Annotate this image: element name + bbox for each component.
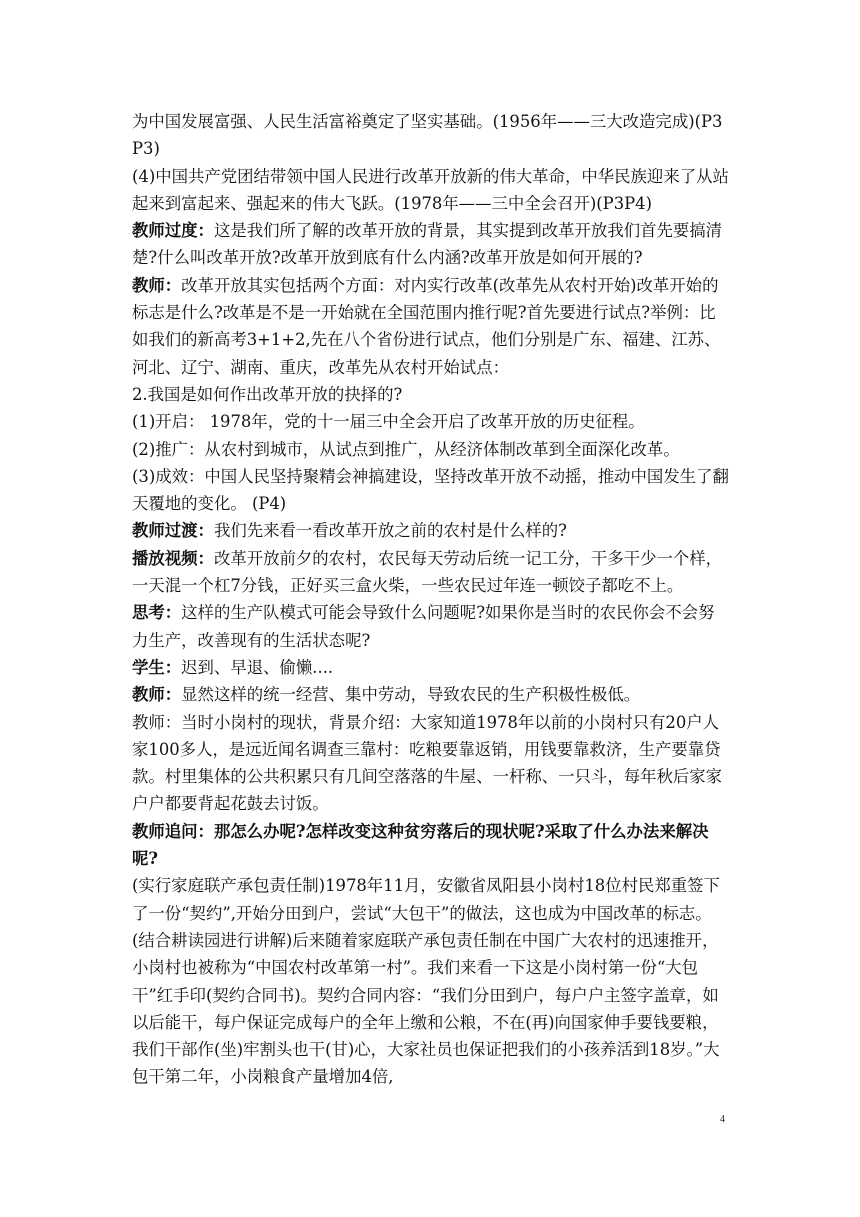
body-text: [132, 108, 730, 1091]
paragraph: 教师过度：这是我们所了解的改革开放的背景，其实提到改革开放我们首先要搞清楚?什么叫改革开放?改革开放到底有什么内涵?改革开放是如何开展的?: [132, 221, 723, 268]
paragraph: 教师：当时小岗村的现状，背景介绍：大家知道1978年以前的小岗村只有20户人家100多人，是远近闻名调查三靠村：吃粮要靠返销，用钱要靠救济，生产要靠贷款。村里集体的公共积累只有几间空落落的牛屋、一杆称、一只斗，每年秋后家家户户都要背起花鼓去讨饭。: [132, 712, 723, 814]
paragraph-bold: 教师追问：那怎么办呢?怎样改变这种贫穷落后的现状呢?采取了什么办法来解决呢?: [132, 821, 709, 869]
paragraph: 学生：迟到、早退、偷懒....: [132, 657, 334, 677]
paragraph: 教师：改革开放其实包括两个方面：对内实行改革(改革先从农村开始)改革开始的标志是什么?改革是不是一开始就在全国范围内推行呢?首先要进行试点?举例：比如我们的新高考3+1+2,先在八个省份进行试点，他们分别是广东、福建、江苏、河北、辽宁、湖南、重庆，改革先从农村开始试点：: [132, 275, 721, 377]
list-item: (1)开启： 1978年，党的十一届三中全会开启了改革开放的历史征程。: [132, 412, 645, 432]
list-item: (2)推广：从农村到城市，从试点到推广，从经济体制改革到全面深化改革。: [132, 439, 680, 459]
paragraph: 为中国发展富强、人民生活富裕奠定了坚实基础。(1956年——三大改造完成)(P3P3): [132, 112, 723, 159]
paragraph: 教师过渡：我们先来看一看改革开放之前的农村是什么样的?: [132, 521, 567, 541]
page-number: 4: [720, 1114, 725, 1125]
paragraph: 思考：这样的生产队模式可能会导致什么问题呢?如果你是当时的农民你会不会努力生产，改善现有的生活状态呢?: [132, 603, 715, 650]
paragraph: (实行家庭联产承包责任制)1978年11月，安徽省凤阳县小岗村18位村民郑重签下了一份“契约”,开始分田到户，尝试“大包干”的做法，这也成为中国改革的标志。(结合耕读园进行讲解)后来随着家庭联产承包责任制在中国广大农村的迅速推开，小岗村也被称为“中国农村改革第一村”。我们来看一下这是小岗村第一份“大包干”红手印(契约合同书)。契约合同内容：“我们分田到户，每户户主签字盖章，如以后能干，每户保证完成每户的全年上缴和公粮，不在(再)向国家伸手要钱要粮，我们干部作(坐)牢割头也干(甘)心，大家社员也保证把我们的小孩养活到18岁。”大包干第二年，小岗粮食产量增加4倍,: [132, 876, 720, 1087]
list-item: (3)成效：中国人民坚持聚精会神搞建设，坚持改革开放不动摇，推动中国发生了翻天覆地的变化。 (P4): [132, 466, 729, 514]
paragraph: (4)中国共产党团结带领中国人民进行改革开放新的伟大革命，中华民族迎来了从站起来到富起来、强起来的伟大飞跃。(1978年——三中全会召开)(P3P4): [132, 166, 729, 213]
section-heading: 2.我国是如何作出改革开放的抉择的?: [132, 384, 403, 404]
paragraph: 播放视频：改革开放前夕的农村，农民每天劳动后统一记工分，干多干少一个样，一天混一个杠7分钱，正好买三盒火柴，一些农民过年连一顿饺子都吃不上。: [132, 548, 723, 596]
paragraph: 教师：显然这样的统一经营、集中劳动，导致农民的生产积极性极低。: [132, 685, 641, 705]
